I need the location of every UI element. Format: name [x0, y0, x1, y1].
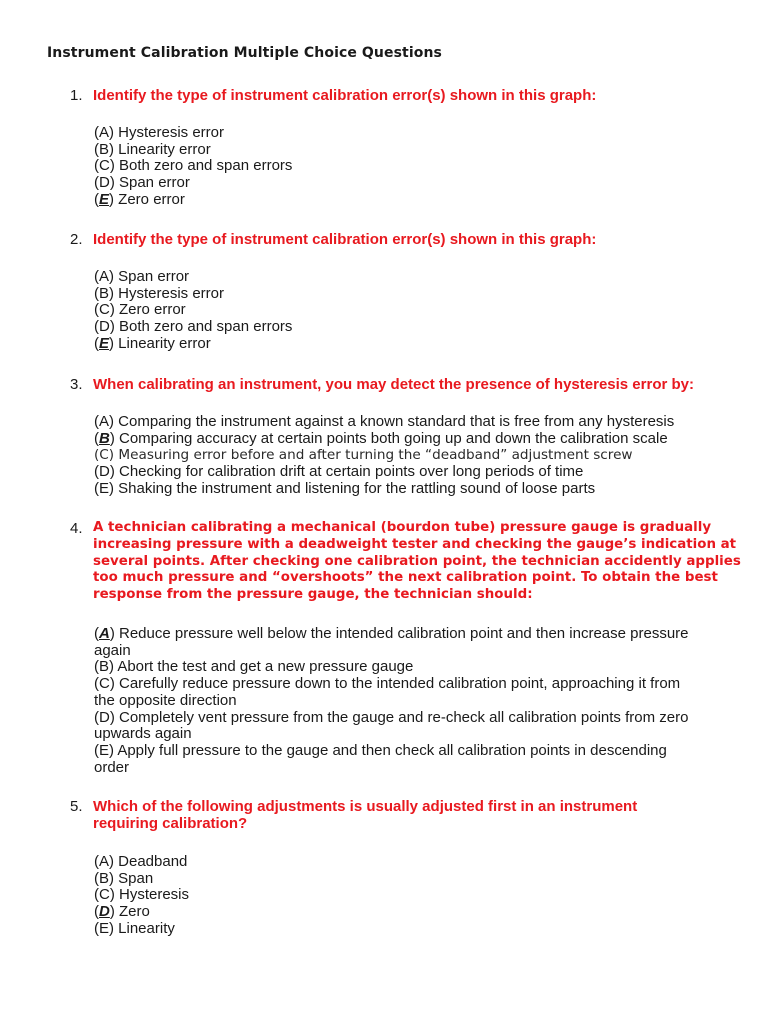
options-4: [94, 626, 734, 776]
option-e[interactable]: (E) Shaking the instrument and listening for the rattling sound of loose parts: [94, 479, 596, 497]
question-line: A technician calibrating a mechanical (bourdon tube) pressure gauge is gradually: [93, 520, 712, 535]
page-title: Instrument Calibration Multiple Choice Questions: [47, 45, 442, 61]
answer-letter: A: [99, 625, 110, 642]
option-text: ) Zero error: [109, 190, 185, 208]
options-5: [94, 854, 734, 938]
answer-letter: E: [99, 190, 110, 208]
option-open-paren: (: [94, 625, 99, 642]
question-line: Identify the type of instrument calibration error(s) shown in this graph:: [93, 87, 597, 104]
option-d[interactable]: (D) Both zero and span errors: [94, 318, 293, 336]
option-a[interactable]: (A) Comparing the instrument against a known standard that is free from any hysteresis: [94, 413, 675, 430]
question-text: [93, 376, 733, 393]
option-d[interactable]: (D) Checking for calibration drift at certain points over long periods of time: [94, 463, 584, 481]
question-number: 2.: [70, 231, 83, 248]
question-text: [93, 520, 741, 604]
option-open-paren: (: [94, 429, 99, 447]
option-a-continued: again: [94, 641, 131, 659]
option-c[interactable]: (C) Measuring error before and after turning the “deadband” adjustment screw: [94, 447, 633, 464]
option-c[interactable]: (C) Carefully reduce pressure down to the intended calibration point, approaching it from: [94, 675, 681, 693]
option-b[interactable]: [94, 431, 734, 448]
answer-letter: E: [99, 334, 110, 352]
option-open-paren: (: [94, 190, 99, 208]
question-number: 4.: [70, 520, 83, 537]
option-a[interactable]: (A) Deadband: [94, 853, 188, 870]
option-c[interactable]: (C) Zero error: [94, 301, 186, 319]
answer-letter: D: [99, 903, 110, 921]
question-line: When calibrating an instrument, you may detect the presence of hysteresis error by:: [93, 376, 694, 393]
option-text: ) Zero: [109, 903, 150, 921]
option-d[interactable]: (D) Completely vent pressure from the gauge and re-check all calibration points from zero: [94, 708, 689, 726]
question-line: several points. After checking one calibration point, the technician accidently applies: [93, 553, 741, 569]
option-e[interactable]: (E) Linearity: [94, 919, 175, 937]
question-text: [93, 798, 733, 832]
option-text: ) Comparing accuracy at certain points both going up and down the calibration scale: [109, 429, 668, 447]
option-c[interactable]: (C) Both zero and span errors: [94, 157, 293, 175]
question-line: Identify the type of instrument calibration error(s) shown in this graph:: [93, 231, 597, 248]
question-number: 5.: [70, 798, 83, 815]
option-c[interactable]: (C) Hysteresis: [94, 886, 190, 904]
option-e[interactable]: (E) Apply full pressure to the gauge and then check all calibration points in descending: [94, 741, 667, 759]
question-number: 1.: [70, 87, 83, 104]
option-e[interactable]: [94, 192, 734, 209]
question-text: [93, 87, 733, 104]
option-a[interactable]: [94, 626, 734, 643]
option-open-paren: (: [94, 334, 99, 352]
options-2: [94, 269, 734, 353]
question-line: too much pressure and “overshoots” the next calibration point. To obtain the best: [93, 570, 718, 586]
option-d[interactable]: (D) Span error: [94, 174, 190, 192]
option-text: ) Reduce pressure well below the intended calibration point and then increase pressure: [109, 625, 689, 642]
option-c-continued: the opposite direction: [94, 691, 237, 709]
question-number: 3.: [70, 376, 83, 393]
question-line: Which of the following adjustments is usually adjusted first in an instrument: [93, 798, 638, 815]
option-b[interactable]: (B) Hysteresis error: [94, 284, 225, 302]
question-text: [93, 231, 733, 248]
option-open-paren: (: [94, 903, 99, 921]
option-a[interactable]: (A) Span error: [94, 268, 190, 285]
option-d[interactable]: [94, 904, 734, 921]
option-e-continued: order: [94, 758, 130, 776]
options-3: [94, 414, 734, 498]
options-1: [94, 125, 734, 209]
option-b[interactable]: (B) Span: [94, 869, 154, 887]
option-d-continued: upwards again: [94, 725, 192, 743]
answer-letter: B: [99, 429, 110, 447]
option-text: ) Linearity error: [109, 334, 211, 352]
question-line: response from the pressure gauge, the technician should:: [93, 587, 533, 603]
option-e[interactable]: [94, 336, 734, 353]
question-line: requiring calibration?: [93, 815, 248, 832]
option-b[interactable]: (B) Abort the test and get a new pressure gauge: [94, 658, 414, 676]
question-line: increasing pressure with a deadweight tester and checking the gauge’s indication at: [93, 536, 737, 552]
option-a[interactable]: (A) Hysteresis error: [94, 124, 225, 141]
option-b[interactable]: (B) Linearity error: [94, 140, 211, 158]
